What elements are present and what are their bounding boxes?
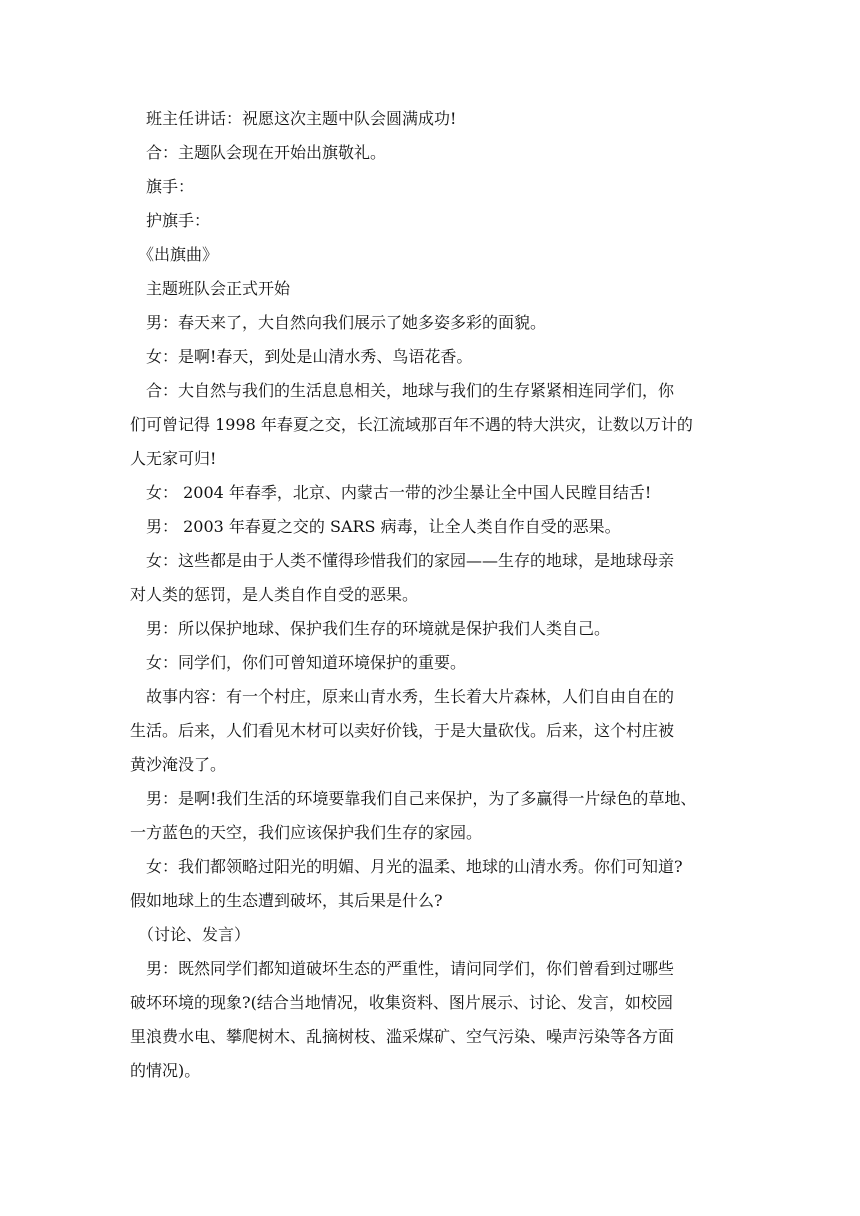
text-line: 女：同学们，你们可曾知道环境保护的重要。 (146, 653, 467, 672)
text-line: 主题班队会正式开始 (146, 279, 291, 298)
text-line: 男：所以保护地球、保护我们生存的环境就是保护我们人类自己。 (146, 619, 611, 638)
text-line: 护旗手： (146, 211, 211, 230)
text-line: 班主任讲话：祝愿这次主题中队会圆满成功! (146, 109, 457, 128)
text-line: 男： 2003 年春夏之交的 SARS 病毒，让全人类自作自受的恶果。 (146, 517, 621, 536)
text-line: 女：我们都领略过阳光的明媚、月光的温柔、地球的山清水秀。你们可知道? (146, 857, 683, 876)
text-line: （讨论、发言） (138, 925, 251, 944)
text-line: 一方蓝色的天空，我们应该保护我们生存的家园。 (130, 823, 483, 842)
text-line: 女： 2004 年春季，北京、内蒙古一带的沙尘暴让全中国人民瞠目结舌! (146, 483, 652, 502)
text-line: 破坏环境的现象?(结合当地情况，收集资料、图片展示、讨论、发言，如校园 (130, 993, 673, 1012)
text-line: 男：既然同学们都知道破坏生态的严重性，请问同学们，你们曾看到过哪些 (146, 959, 675, 978)
text-line: 故事内容：有一个村庄，原来山青水秀，生长着大片森林，人们自由自在的 (146, 687, 675, 706)
text-line: 人无家可归! (130, 449, 217, 468)
text-line: 女：这些都是由于人类不懂得珍惜我们的家园——生存的地球，是地球母亲 (146, 551, 675, 570)
text-line: 黄沙淹没了。 (130, 755, 227, 774)
text-line: 男：是啊!我们生活的环境要靠我们自己来保护，为了多赢得一片绿色的草地、 (146, 789, 697, 808)
text-line: 对人类的惩罚，是人类自作自受的恶果。 (130, 585, 419, 604)
text-line: 里浪费水电、攀爬树木、乱摘树枝、滥采煤矿、空气污染、噪声污染等各方面 (130, 1027, 675, 1046)
text-line: 旗手： (146, 177, 195, 196)
text-line: 《出旗曲》 (138, 245, 219, 264)
text-line: 假如地球上的生态遭到破坏，其后果是什么? (130, 891, 443, 910)
text-line: 女：是啊!春天，到处是山清水秀、鸟语花香。 (146, 347, 473, 366)
text-line: 生活。后来，人们看见木材可以卖好价钱，于是大量砍伐。后来，这个村庄被 (130, 721, 675, 740)
document-body (130, 102, 750, 1088)
text-line: 的情况)。 (130, 1061, 201, 1080)
text-line: 合：主题队会现在开始出旗敬礼。 (146, 143, 387, 162)
text-line: 合：大自然与我们的生活息息相关，地球与我们的生存紧紧相连同学们，你 (146, 381, 675, 400)
text-line: 男：春天来了，大自然向我们展示了她多姿多彩的面貌。 (146, 313, 547, 332)
text-line: 们可曾记得 1998 年春夏之交，长江流域那百年不遇的特大洪灾，让数以万计的 (130, 415, 693, 434)
